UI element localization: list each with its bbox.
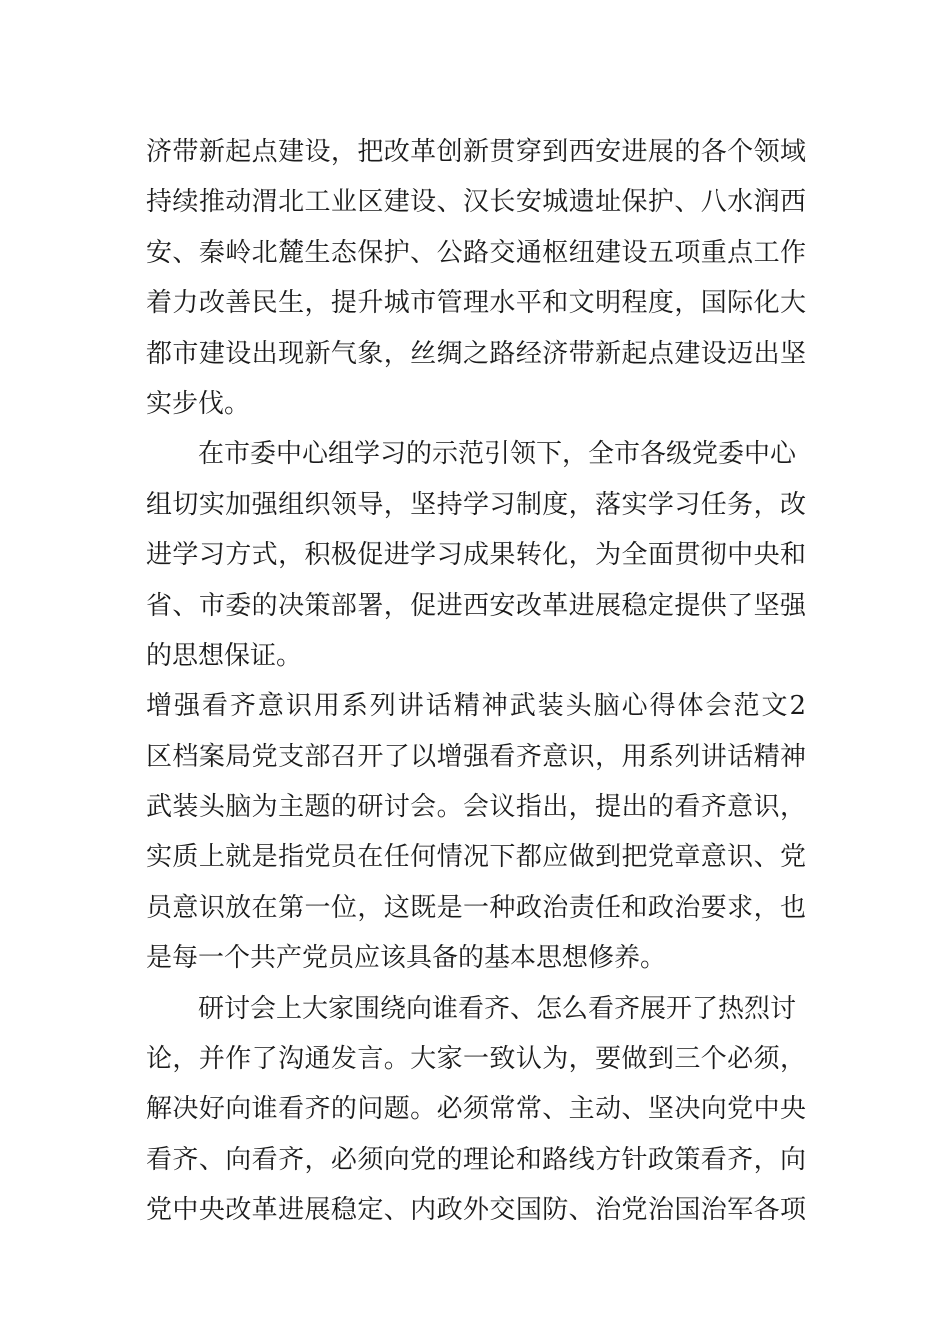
text-line: 进学习方式，积极促进学习成果转化，为全面贯彻中央和 bbox=[146, 540, 806, 571]
paragraph-first-line: 研讨会上大家围绕向谁看齐、怎么看齐展开了热烈讨 bbox=[198, 993, 797, 1024]
text-line: 的思想保证。 bbox=[146, 640, 303, 671]
text-line: 安、秦岭北麓生态保护、公路交通枢纽建设五项重点工作 bbox=[146, 237, 806, 268]
text-line: 员意识放在第一位，这既是一种政治责任和政治要求，也 bbox=[146, 892, 806, 923]
text-line: 论，并作了沟通发言。大家一致认为，要做到三个必须， bbox=[146, 1044, 806, 1075]
text-line: 省、市委的决策部署，促进西安改革进展稳定提供了坚强 bbox=[146, 590, 806, 621]
text-line: 着力改善民生，提升城市管理水平和文明程度，国际化大 bbox=[146, 288, 806, 319]
text-line: 济带新起点建设，把改革创新贯穿到西安进展的各个领域 bbox=[146, 137, 806, 167]
text-line: 区档案局党支部召开了以增强看齐意识，用系列讲话精神 bbox=[146, 741, 806, 772]
text-line: 看齐、向看齐，必须向党的理论和路线方针政策看齐，向 bbox=[146, 1144, 806, 1175]
text-line: 解决好向谁看齐的问题。必须常常、主动、坚决向党中央 bbox=[146, 1094, 806, 1125]
text-line: 党中央改革进展稳定、内政外交国防、治党治国治军各项 bbox=[146, 1195, 806, 1226]
text-line: 实质上就是指党员在任何情况下都应做到把党章意识、党 bbox=[146, 842, 806, 873]
text-line: 是每一个共产党员应该具备的基本思想修养。 bbox=[146, 943, 667, 974]
paragraph-first-line: 在市委中心组学习的示范引领下，全市各级党委中心 bbox=[198, 439, 797, 470]
text-line: 组切实加强组织领导，坚持学习制度，落实学习任务，改 bbox=[146, 489, 806, 520]
document-body bbox=[146, 127, 806, 1236]
text-line: 持续推动渭北工业区建设、汉长安城遗址保护、八水润西 bbox=[146, 187, 806, 218]
section-heading: 增强看齐意识用系列讲话精神武装头脑心得体会范文2 bbox=[146, 691, 806, 722]
text-line: 都市建设出现新气象，丝绸之路经济带新起点建设迈出坚 bbox=[146, 338, 806, 369]
text-line: 武装头脑为主题的研讨会。会议指出，提出的看齐意识， bbox=[146, 792, 806, 823]
text-line: 实步伐。 bbox=[146, 388, 251, 419]
